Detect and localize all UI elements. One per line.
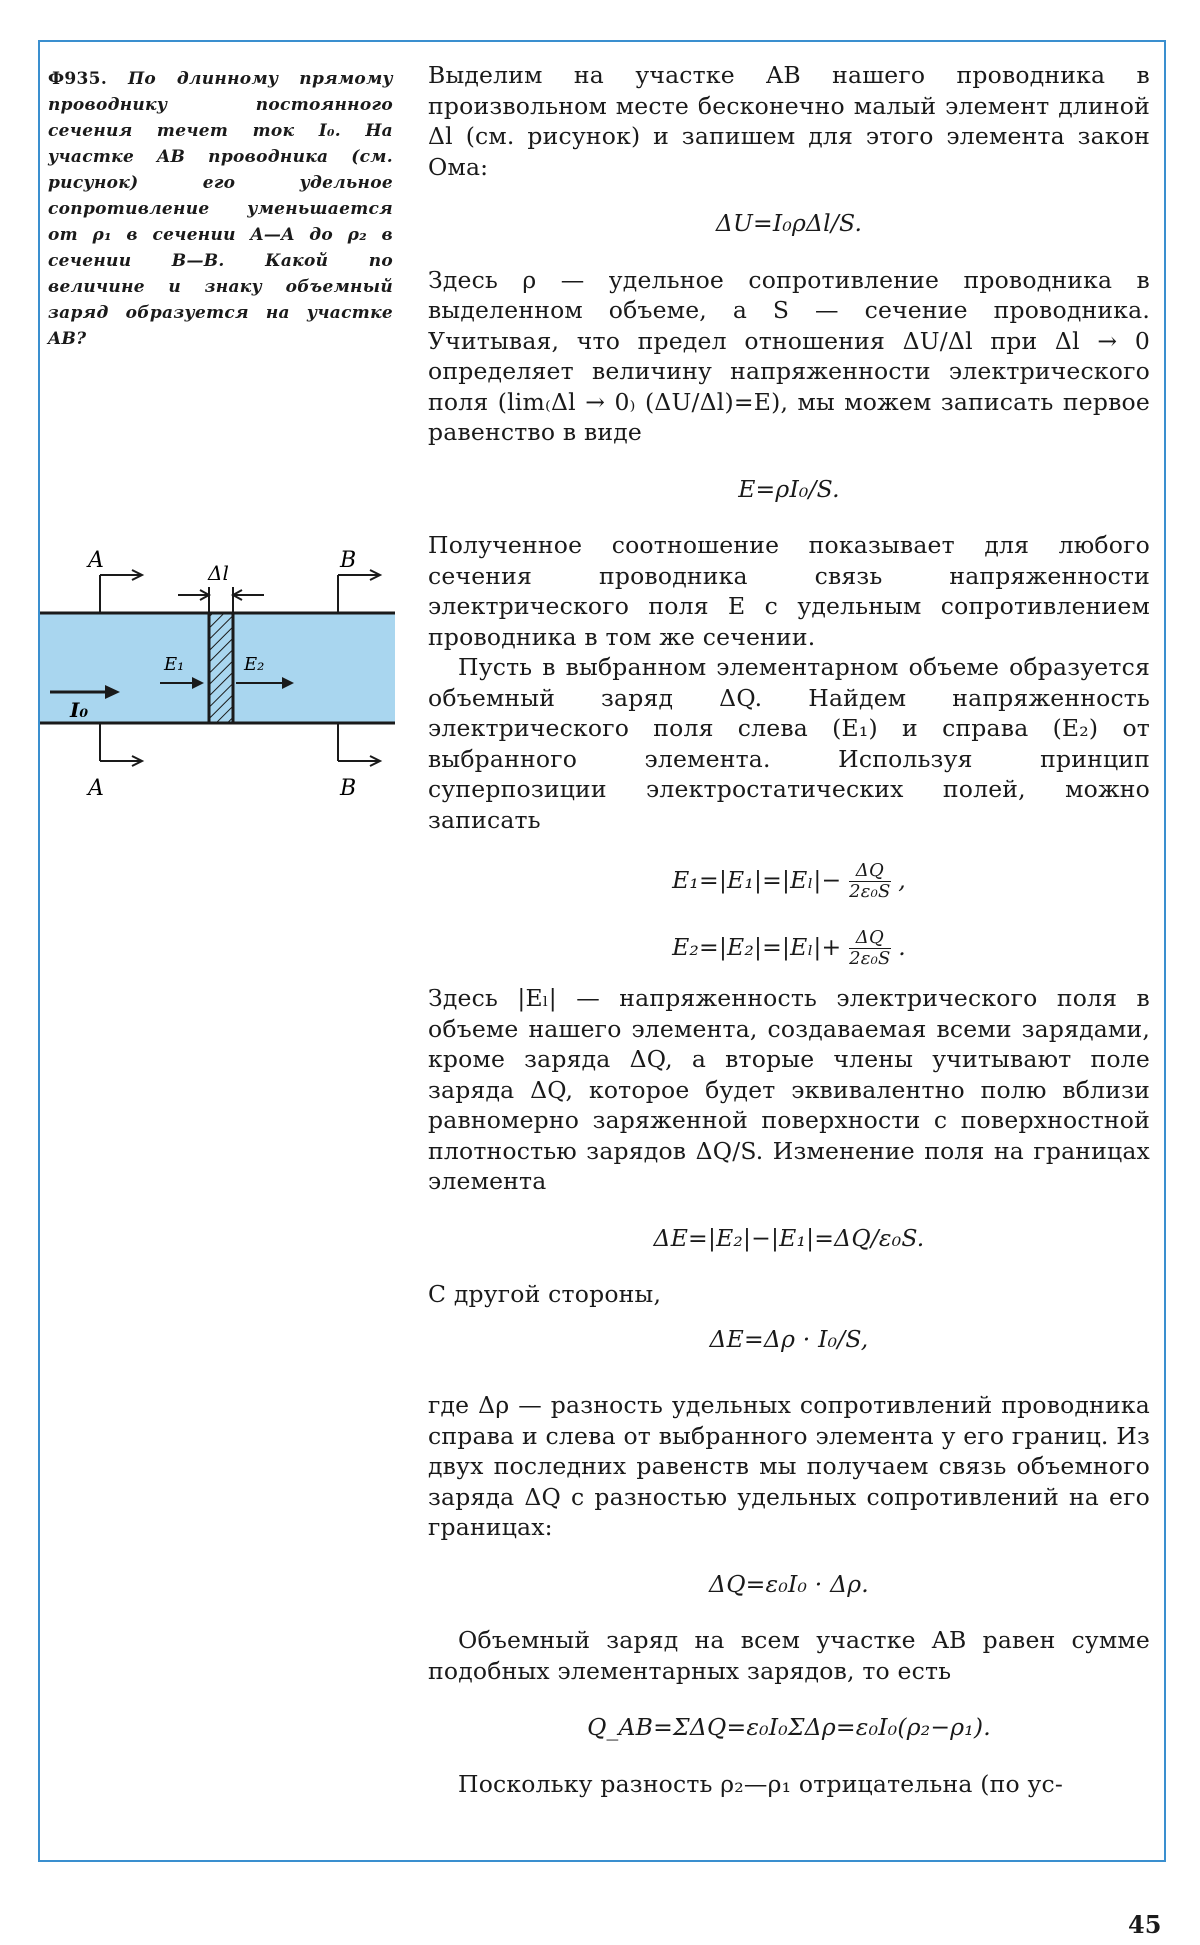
label-dl: Δl [208, 561, 229, 585]
paragraph: Здесь |Eₗ| — напряженность электрического поля в объеме нашего элемента, создаваемая всеми зарядами, кроме заряда ΔQ, а вторые члены учитывают поле заряда ΔQ, которое будет эквивалентно полю вблизи равномерно заряженной поверхности с поверхностной плотностью зарядов ΔQ/S. Изменение поля на границах элемента [428, 984, 1150, 1195]
equation-e2: E₂=|E₂|=|Eₗ|+ $\frac{\Delta Q}{\text{2ε₀S}}$ . [672, 927, 906, 969]
label-b-bottom: B [340, 776, 357, 801]
label-a-top: A [88, 548, 104, 573]
paragraph: Выделим на участке AB нашего проводника в произвольном месте бесконечно малый элемент длиной Δl (см. рисунок) и запишем для этого элемента закон Ома: [428, 61, 1150, 181]
paragraph: Поскольку разность ρ₂—ρ₁ отрицательна (по ус- [458, 1769, 1064, 1798]
solution-text [428, 60, 1150, 1799]
paragraph: где Δρ — разность удельных сопротивлений проводника справа и слева от выбранного элемента у его границ. Из двух последних равенств мы получаем связь объемного заряда ΔQ с разностью удельных сопротивлений на его границах: [428, 1391, 1150, 1541]
equation-field: E=ρI₀/S. [738, 474, 840, 503]
paragraph: Здесь ρ — удельное сопротивление проводника в выделенном объеме, а S — сечение проводника. Учитывая, что предел отношения ΔU/Δl при Δl → 0 определяет величину напряженности электрического поля (lim₍Δl → 0₎ (ΔU/Δl)=E), мы можем записать первое равенство в виде [428, 265, 1150, 446]
fraction: $\frac{\Delta Q}{\text{2ε₀S}}$ [849, 927, 891, 969]
paragraph: Пусть в выбранном элементарном объеме образуется объемный заряд ΔQ. Найдем напряженность электрического поля слева (E₁) и справа (E₂) от выбранного элемента. Используя принцип суперпозиции электростатических полей, можно записать [428, 653, 1150, 834]
label-e2: E₂ [244, 654, 265, 675]
problem-statement [48, 66, 393, 352]
equation-e1: E₁=|E₁|=|Eₗ|− $\frac{\Delta Q}{\text{2ε₀S}}$ , [672, 860, 906, 902]
paragraph: С другой стороны, [428, 1280, 662, 1308]
label-i0: I₀ [70, 698, 89, 722]
equation-delta-q: ΔQ=ε₀I₀ · Δρ. [709, 1569, 869, 1598]
label-a-bottom: A [88, 776, 104, 801]
fraction: $\frac{\Delta Q}{\text{2ε₀S}}$ [849, 860, 891, 902]
label-e1: E₁ [164, 654, 185, 675]
label-b-top: B [340, 548, 357, 573]
problem-number: Ф935. [48, 69, 108, 89]
page-number: 45 [1128, 1910, 1162, 1939]
conductor-figure [40, 525, 400, 835]
equation-ohm: ΔU=I₀ρΔl/S. [715, 209, 863, 237]
equation-q-ab: Q_AB=ΣΔQ=ε₀I₀ΣΔρ=ε₀I₀(ρ₂−ρ₁). [587, 1713, 991, 1741]
conductor-element [209, 613, 233, 723]
equation-delta-e: ΔE=|E₂|−|E₁|=ΔQ/ε₀S. [653, 1223, 925, 1252]
paragraph: Полученное соотношение показывает для любого сечения проводника связь напряженности электрического поля E с удельным сопротивлением проводника в том же сечении. [428, 531, 1150, 651]
equation-delta-e-rho: ΔE=Δρ · I₀/S, [709, 1324, 869, 1353]
paragraph: Объемный заряд на всем участке AB равен сумме подобных элементарных зарядов, то есть [428, 1626, 1150, 1685]
problem-text: По длинному прямому проводнику постоянного сечения течет ток I₀. На участке AB проводника (см. рисунок) его удельное сопротивление уменьшается от ρ₁ в сечении A—A до ρ₂ в сечении B—B. Какой по величине и знаку объемный заряд образуется на участке AB? [48, 69, 393, 349]
